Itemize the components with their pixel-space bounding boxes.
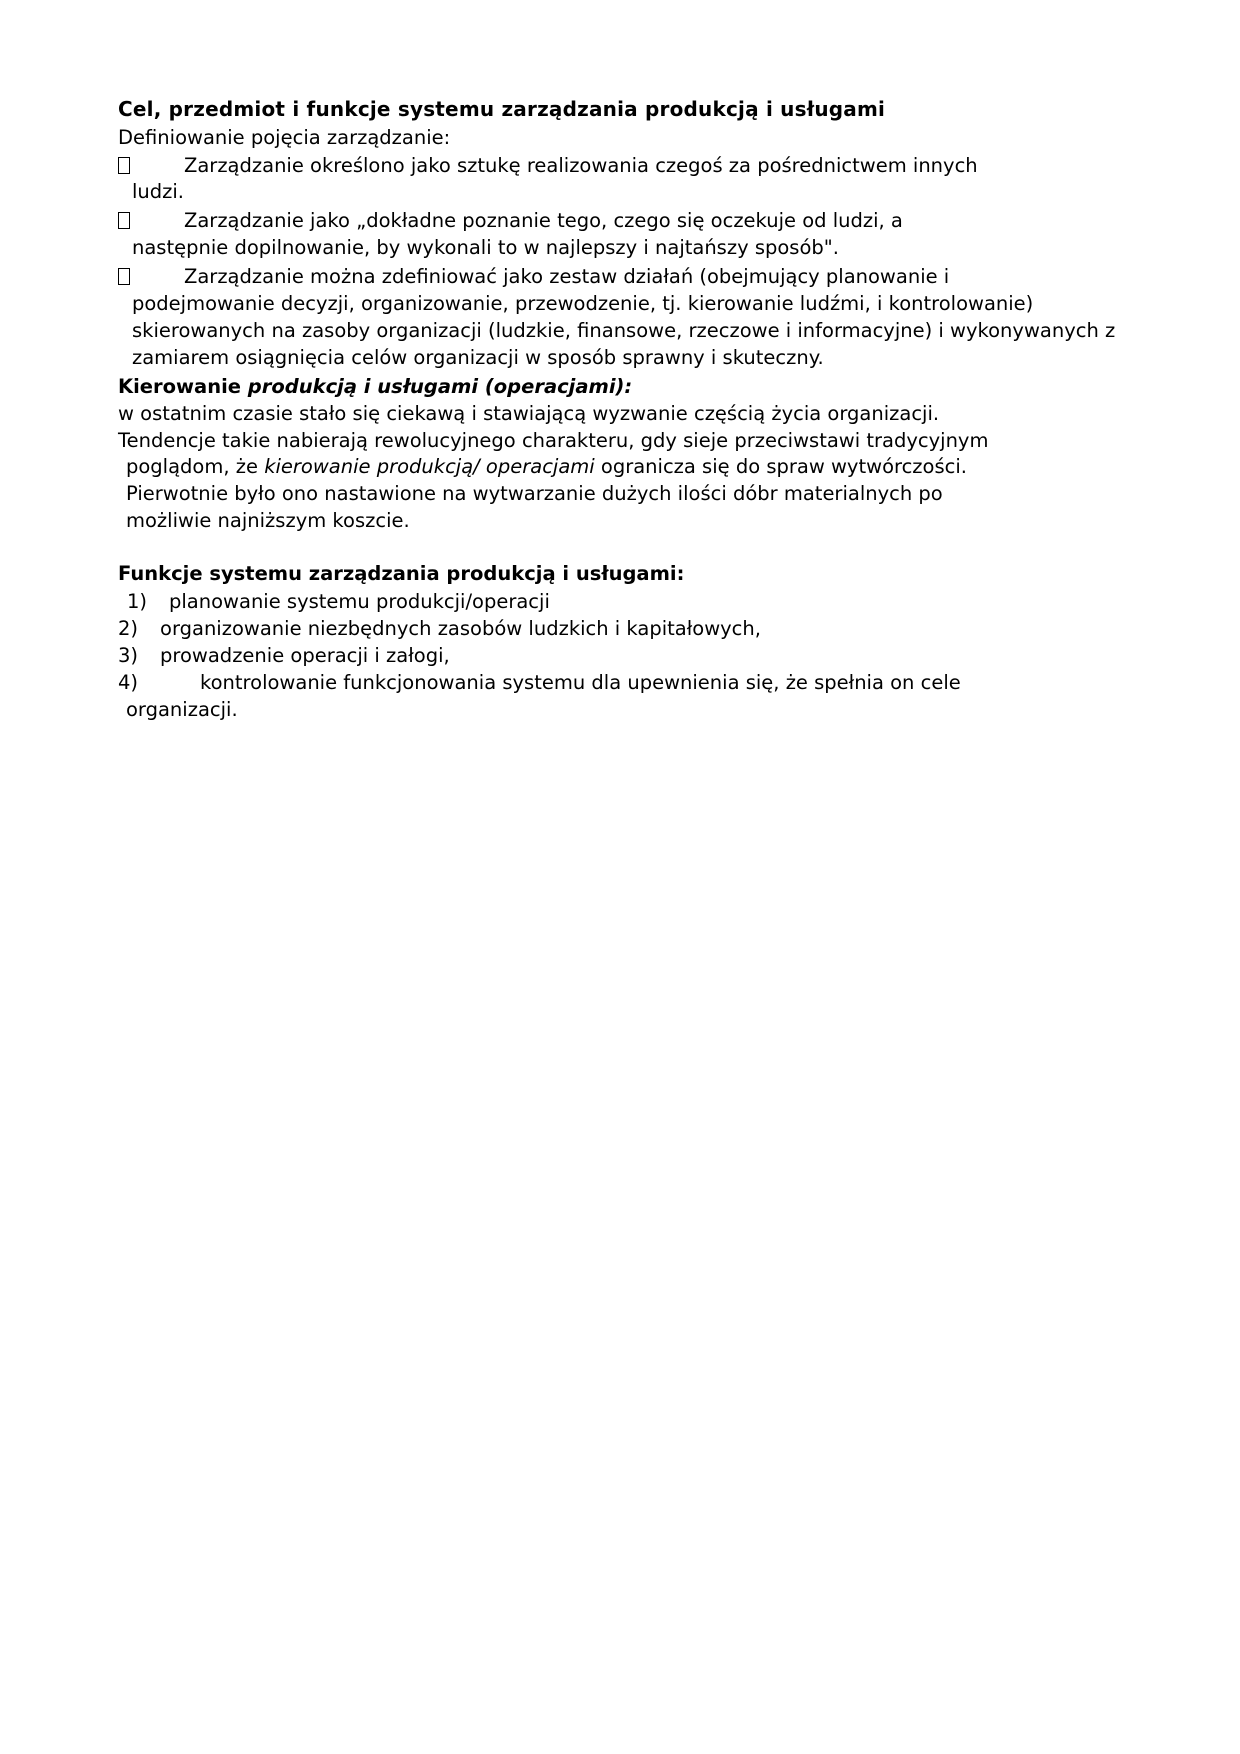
list-item-continuation: organizacji. — [126, 697, 238, 721]
paragraph-line: Pierwotnie było ono nastawione na wytwarzanie dużych ilości dóbr materialnych po — [126, 482, 943, 506]
list-item — [118, 670, 1122, 724]
list-item-text: Zarządzanie jako „dokładne poznanie tego, czego się oczekuje od ludzi, a następnie dopilnowanie, by wykonali to w najlepszy i najtańszy sposób". — [184, 208, 1122, 262]
list-item-text: Zarządzanie określono jako sztukę realizowania czegoś za pośrednictwem innych ludzi. — [184, 153, 1122, 207]
list-item-text: organizowanie niezbędnych zasobów ludzkich i kapitałowych, — [160, 617, 761, 640]
list-item-text: prowadzenie operacji i załogi, — [160, 643, 450, 667]
paragraph-text-italic: kierowanie produkcją/ operacjami — [264, 455, 595, 479]
paragraph-text-pre: poglądom, że — [126, 455, 265, 479]
subsection-heading — [118, 374, 1122, 401]
list-item — [118, 589, 1122, 616]
bullet-box-icon — [118, 208, 184, 234]
list-item — [118, 643, 1122, 670]
paragraph-line: Tendencje takie nabierają rewolucyjnego charakteru, gdy sieje przeciwstawi tradycyjnym — [118, 428, 989, 452]
paragraph-line — [118, 454, 1122, 481]
bullet-box-icon — [118, 153, 184, 179]
bullet-box-icon — [118, 264, 184, 290]
subsection-heading-prefix: Kierowanie — [118, 374, 248, 398]
list-item-number: 4) — [118, 670, 139, 694]
list-item-text: kontrolowanie funkcjonowania systemu dla upewnienia się, że spełnia on cele — [200, 670, 961, 694]
list-item-number: 3) — [118, 643, 139, 667]
list-item-continuation: podejmowanie decyzji, organizowanie, przewodzenie, tj. kierowanie ludźmi, i kontrolowanie) skierowanych na zasoby organizacji (ludzkie, finansowe, rzeczowe i informacyjne) i wykonywanych z zamiarem osiągnięcia celów organizacji w sposób sprawny i skuteczny. — [132, 292, 1116, 369]
section-heading: Funkcje systemu zarządzania produkcją i usługami: — [118, 562, 685, 586]
document-body — [118, 96, 1122, 724]
page-title: Cel, przedmiot i funkcje systemu zarządzania produkcją i usługami — [118, 97, 886, 121]
intro-line: Definiowanie pojęcia zarządzanie: — [118, 125, 451, 149]
paragraph-text-post: ogranicza się do spraw wytwórczości. — [594, 455, 967, 479]
list-item-text: Zarządzanie można zdefiniować jako zestaw działań (obejmujący planowanie i podejmowanie decyzji, organizowanie, przewodzenie, tj. kierowanie ludźmi, i kontrolowanie) skierowanych na zasoby organizacji (ludzkie, finansowe, rzeczowe i informacyjne) i wykonywanych z zamiarem osiągnięcia celów organizacji w sposób sprawny i skuteczny. — [184, 264, 1122, 372]
list-item-number: 2) — [118, 617, 139, 640]
paragraph-line: możliwie najniższym koszcie. — [126, 509, 410, 533]
list-item — [118, 264, 1122, 372]
subsection-heading-italic: produkcją i usługami (operacjami): — [247, 374, 633, 398]
numbered-list — [118, 589, 1122, 724]
list-item-text: planowanie systemu produkcji/operacji — [169, 590, 550, 614]
list-item-continuation: następnie dopilnowanie, by wykonali to w najlepszy i najtańszy sposób". — [132, 236, 839, 260]
spacer — [118, 535, 1122, 561]
paragraph-line: w ostatnim czasie stało się ciekawą i stawiającą wyzwanie częścią życia organizacji. — [118, 401, 940, 425]
list-item — [118, 616, 1122, 643]
list-item — [118, 153, 1122, 207]
list-item — [118, 208, 1122, 262]
list-item-number: 1) — [127, 590, 148, 614]
list-item-continuation: ludzi. — [132, 180, 185, 204]
